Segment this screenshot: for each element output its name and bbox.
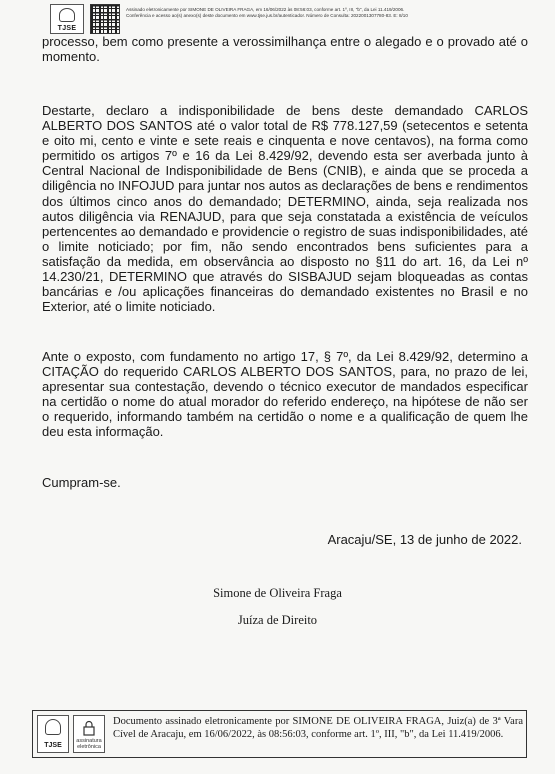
lock-icon — [82, 720, 96, 736]
top-signature-stamp — [50, 4, 520, 34]
electronic-signature-badge — [73, 715, 105, 753]
signer-role: Juíza de Direito — [237, 613, 318, 627]
qr-code-icon — [90, 4, 120, 34]
coat-of-arms-icon — [59, 8, 75, 22]
tjse-seal-icon — [37, 715, 69, 753]
closing-text: Cumpram-se. — [42, 475, 121, 490]
lock-caption: assinatura eletrônica — [76, 738, 102, 750]
signature-statement: Documento assinado eletronicamente por SIMONE DE OLIVEIRA FRAGA, Juiz(a) de 3ª Vara Cível de Aracaju, em 16/06/2022, às 08:56:03, conforme art. 1º, III, "b", da Lei 11.419/2006. — [113, 716, 523, 740]
bottom-signature-stamp — [32, 710, 527, 758]
coat-of-arms-icon — [45, 719, 61, 735]
place-date: Aracaju/SE, 13 de junho de 2022. — [327, 532, 522, 547]
stamp-line-2: Conferência e acesso ao(s) anexo(s) deste documento em www.tjse.jus.br/autenticador. Número de Consulta: 2022001307780-83. E: 8/10 — [126, 13, 408, 18]
tjse-seal-icon — [50, 4, 84, 34]
seal-label: TJSE — [57, 25, 77, 32]
paragraph-1: processo, bem como presente a verossimilhança entre o alegado e o provado até o momento. — [42, 34, 528, 65]
seal-label: TJSE — [44, 742, 62, 749]
stamp-text — [126, 7, 516, 19]
stamp-line-1: Assinado eletronicamente por SIMONE DE OLIVEIRA FRAGA, em 16/06/2022 às 08:56:03, conforme art. 1º, III, "b", da Lei 11.419/2006. — [126, 7, 405, 12]
paragraph-2: Destarte, declaro a indisponibilidade de bens deste demandado CARLOS ALBERTO DOS SANTOS até o valor total de R$ 778.127,59 (setecentos e setenta e oito mi, cento e vinte e sete reais e cinquenta e nove centavos), na forma como permitido os artigos 7º e 16 da Lei 8.429/92, devendo esta ser averbada junto à Central Nacional de Indisponibilidade de Bens (CNIB), e ainda que se proceda a diligência no INFOJUD para juntar nos autos as declarações de bens e rendimentos dos últimos cinco anos do demandado; DETERMINO, ainda, seja realizada nos autos diligência via RENAJUD, para que seja constatada a existência de veículos pertencentes ao demandado e providencie o registro de suas indisponibilidades, até o limite noticiado; por fim, não sendo encontrados bens suficientes para a satisfação da medida, em observância ao disposto no §11 do art. 16, da Lei nº 14.230/21, DETERMINO que através do SISBAJUD sejam bloqueadas as contas bancárias e /ou aplicações financeiras do demandado existentes no Brasil e no Exterior, até o limite noticiado. — [42, 103, 528, 315]
paragraph-3: Ante o exposto, com fundamento no artigo 17, § 7º, da Lei 8.429/92, determino a CITAÇÃO do requerido CARLOS ALBERTO DOS SANTOS, para, no prazo de lei, apresentar sua contestação, devendo o técnico executor de mandados especificar na certidão o nome do atual morador do referido endereço, na hipótese de não ser o requerido, informando também na certidão o nome e a qualificação de quem lhe deu esta informação. — [42, 349, 528, 440]
signer-name: Simone de Oliveira Fraga — [213, 586, 342, 600]
